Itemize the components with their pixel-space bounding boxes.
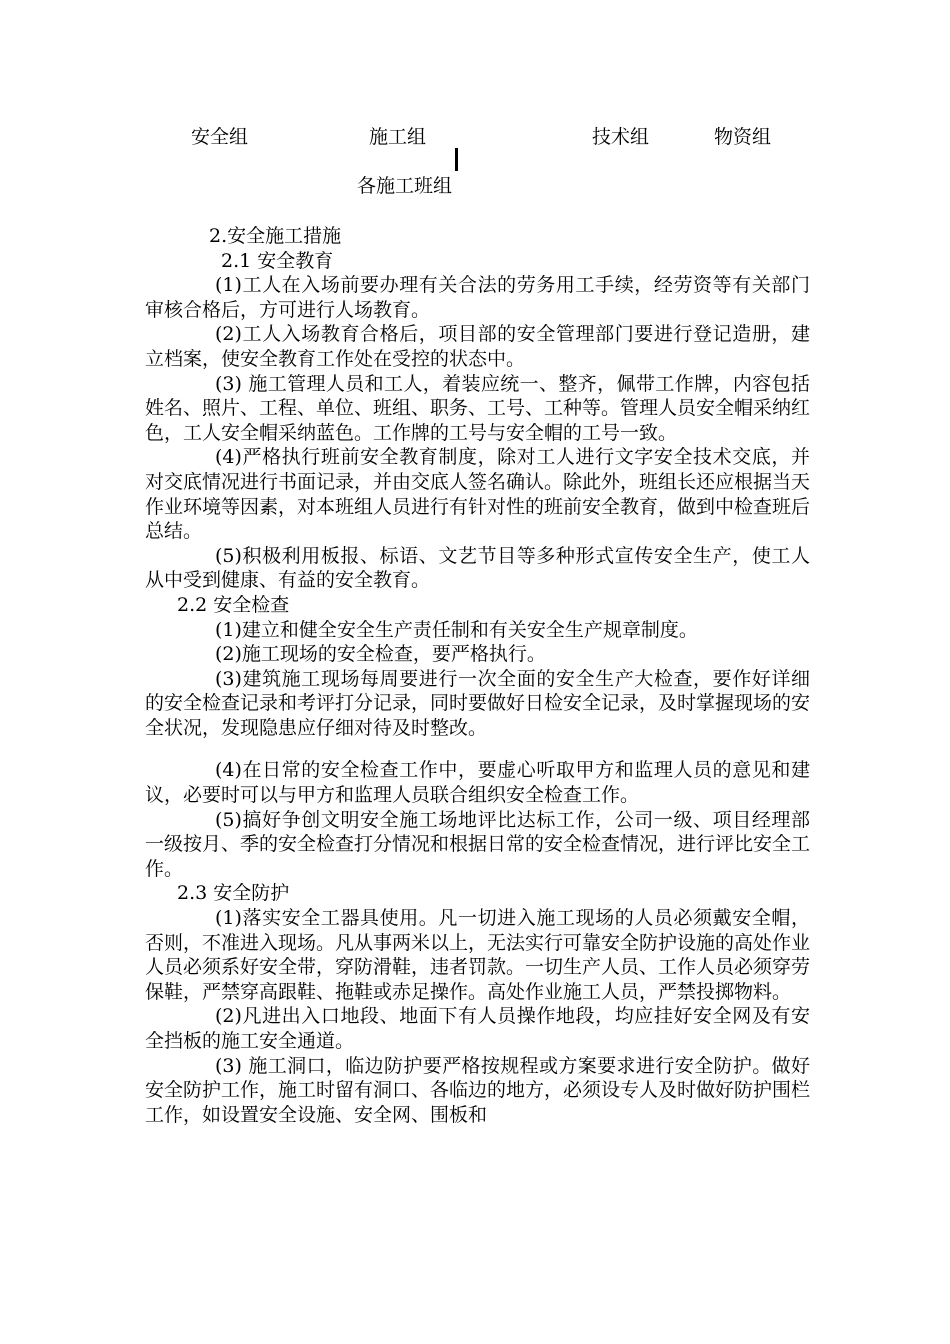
subsection-heading-2-2: 2.2 安全检查 — [177, 593, 290, 616]
org-safety-group: 安全组 — [191, 126, 249, 148]
paragraph: (5)积极利用板报、标语、文艺节目等多种形式宣传安全生产，使工人从中受到健康、有益的安全教育。 — [145, 544, 810, 592]
org-construction-teams: 各施工班组 — [357, 175, 453, 197]
org-materials-group: 物资组 — [714, 126, 772, 148]
spacer — [145, 740, 810, 758]
paragraph: (4)在日常的安全检查工作中，要虚心听取甲方和监理人员的意见和建议，必要时可以与甲方和监理人员联合组织安全检查工作。 — [145, 759, 810, 807]
section-heading: 2.安全施工措施 — [209, 225, 342, 247]
org-connector-line — [455, 148, 458, 171]
subsection-heading-2-3: 2.3 安全防护 — [177, 882, 290, 905]
paragraph: (2)施工现场的安全检查，要严格执行。 — [215, 643, 546, 666]
paragraph: (2)工人入场教育合格后，项目部的安全管理部门要进行登记造册，建立档案，使安全教育工作处在受控的状态中。 — [145, 323, 810, 370]
paragraph: (1)工人在入场前要办理有关合法的劳务用工手续，经劳资等有关部门审核合格后，方可进行人场教育。 — [145, 274, 810, 321]
paragraph: (2)凡进出入口地段、地面下有人员操作地段，均应挂好安全网及有安全挡板的施工安全通道。 — [145, 1005, 810, 1052]
paragraph: (3) 施工洞口，临边防护要严格按规程或方案要求进行安全防护。做好安全防护工作，施工时留有洞口、各临边的地方，必须设专人及时做好防护围栏工作，如设置安全设施、安全网、围板和 — [145, 1054, 811, 1126]
paragraph: (1)建立和健全安全生产责任制和有关安全生产规章制度。 — [215, 618, 698, 641]
paragraph: (5)搞好争创文明安全施工场地评比达标工作，公司一级、项目经理部一级按月、季的安全检查打分情况和根据日常的安全检查情况，进行评比安全工作。 — [145, 808, 811, 880]
document-body — [145, 224, 810, 1127]
paragraph: (3)建筑施工现场每周要进行一次全面的安全生产大检查，要作好详细的安全检查记录和考评打分记录，同时要做好日检安全记录，及时掌握现场的安全状况，发现隐患应仔细对待及时整改。 — [145, 667, 811, 739]
subsection-heading-2-1: 2.1 安全教育 — [221, 249, 334, 272]
org-construction-group: 施工组 — [369, 126, 427, 148]
paragraph: (1)落实安全工器具使用。凡一切进入施工现场的人员必须戴安全帽，否则，不准进入现场。凡从事两米以上，无法实行可靠安全防护设施的高处作业人员必须系好安全带，穿防滑鞋，违者罚款。一切生产人员、工作人员必须穿劳保鞋，严禁穿高跟鞋、拖鞋或赤足操作。高处作业施工人员，严禁投掷物料。 — [145, 907, 811, 1003]
org-technical-group: 技术组 — [592, 126, 650, 148]
paragraph: (3) 施工管理人员和工人，着装应统一、整齐，佩带工作牌，内容包括姓名、照片、工程、单位、班组、职务、工号、工种等。管理人员安全帽采纳红色，工人安全帽采纳蓝色。工作牌的工号与安全帽的工号一致。 — [145, 372, 811, 444]
paragraph: (4)严格执行班前安全教育制度，除对工人进行文字安全技术交底，并对交底情况进行书面记录，并由交底人签名确认。除此外，班组长还应根据当天作业环境等因素，对本班组人员进行有针对性的班前安全教育，做到中检查班后总结。 — [145, 446, 811, 543]
